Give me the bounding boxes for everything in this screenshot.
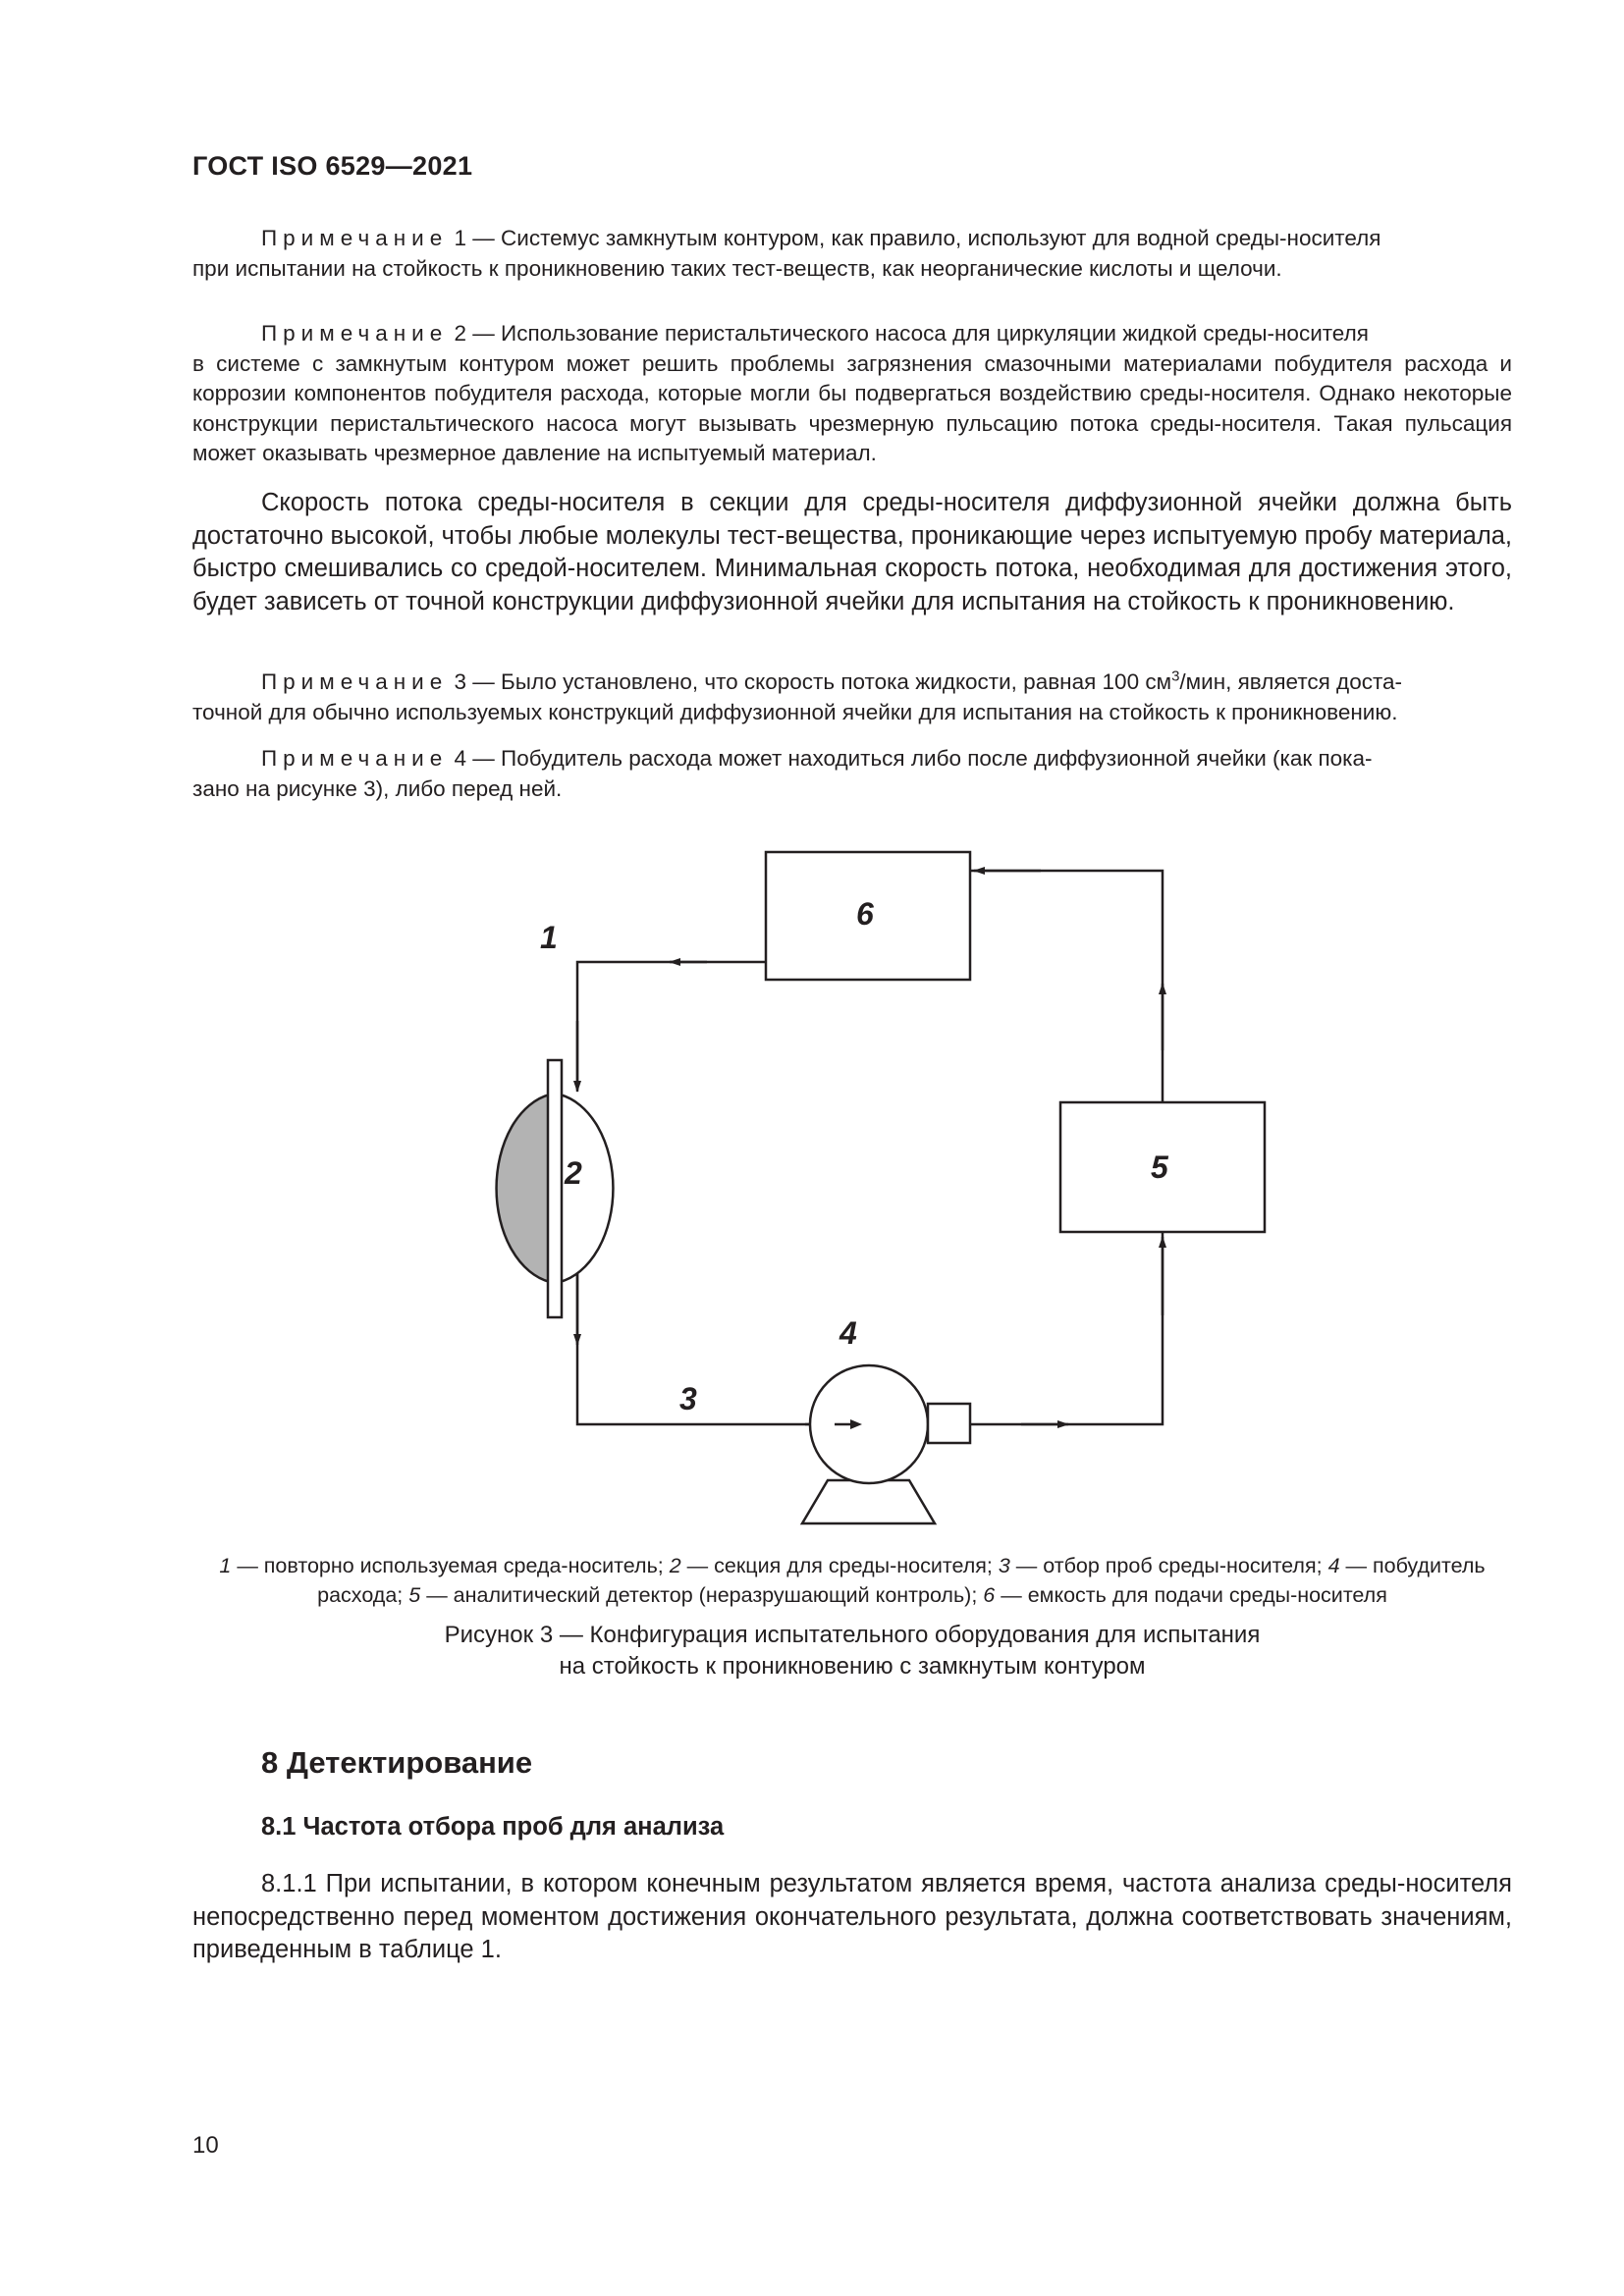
note-text-rest: в системе с замкнутым контуром может решить проблемы загрязнения смазочными материалами побудителя расхода и коррозии компонентов побудителя расхода, которые могли бы подвергаться воздействию среды-носителя. Однако некоторые конструкции перистальтического насоса могут вызывать чрезмерную пульсацию потока среды-носителя. Такая пульсация может оказывать чрезмерное давление на испытуемый материал. — [192, 350, 1512, 465]
note-label: Примечание — [261, 669, 449, 694]
legend-text: — аналитический детектор (неразрушающий контроль); — [420, 1583, 984, 1607]
line-cell-to-pump — [577, 1271, 844, 1424]
paragraph-flow-rate — [192, 487, 1512, 618]
pump-body — [810, 1365, 928, 1483]
legend-num: 3 — [998, 1554, 1010, 1577]
figure-caption — [192, 1620, 1512, 1682]
pump-outlet — [928, 1404, 970, 1443]
document-header: ГОСТ ISO 6529—2021 — [192, 151, 473, 181]
note-text-lead: — Было установлено, что скорость потока жидкости, равная 100 см — [466, 669, 1172, 694]
line-detector-to-reservoir — [970, 871, 1163, 1102]
label-2: 2 — [565, 1155, 582, 1191]
legend-text: — повторно используемая среда-носитель; — [231, 1554, 670, 1577]
note-2 — [192, 319, 1512, 469]
cell-half-shaded — [497, 1095, 550, 1282]
legend-num: 5 — [408, 1583, 421, 1607]
paragraph-8-1-1 — [192, 1868, 1512, 1967]
note-text-after-sup: /мин, является доста- — [1179, 669, 1403, 694]
diffusion-cell — [497, 1060, 614, 1317]
test-material-plate — [548, 1060, 562, 1317]
note-3 — [192, 667, 1512, 727]
note-text-lead: — Побудитель расхода может находиться либо после диффузионной ячейки (как пока- — [466, 746, 1373, 771]
note-text-lead: — Системус замкнутым контуром, как правило, используют для водной среды-носителя — [466, 226, 1381, 250]
line-reservoir-to-cell — [577, 962, 766, 1090]
note-label: Примечание — [261, 746, 449, 771]
pump-base — [802, 1480, 935, 1523]
line-pump-to-detector — [970, 1232, 1163, 1424]
legend-text: — побудитель расхода; — [317, 1554, 1486, 1607]
legend-text: — секция для среды-носителя; — [680, 1554, 999, 1577]
page-number: 10 — [192, 2132, 219, 2159]
note-4 — [192, 744, 1512, 804]
legend-num: 1 — [219, 1554, 232, 1577]
legend-num: 6 — [983, 1583, 996, 1607]
caption-line-2: на стойкость к проникновению с замкнутым контуром — [559, 1653, 1146, 1680]
note-number: 4 — [454, 746, 467, 771]
caption-line-1: Рисунок 3 — Конфигурация испытательного оборудования для испытания — [444, 1622, 1261, 1648]
pump — [802, 1365, 970, 1523]
note-text-lead: — Использование перистальтического насоса для циркуляции жидкой среды-носителя — [466, 321, 1369, 346]
legend-text: — отбор проб среды-носителя; — [1009, 1554, 1328, 1577]
section-heading: 8 Детектирование — [261, 1745, 533, 1780]
figure-legend — [192, 1551, 1512, 1610]
paragraph-text: Скорость потока среды-носителя в секции для среды-носителя диффузионной ячейки должна быть достаточно высокой, чтобы любые молекулы тест-вещества, проникающие через испытуемую пробу материала, быстро смешивались со средой-носителем. Минимальная скорость потока, необходимая для достижения этого, будет зависеть от точной конструкции диффузионной ячейки для испытания на стойкость к проникновению. — [192, 489, 1512, 615]
label-5: 5 — [1151, 1149, 1168, 1185]
legend-num: 2 — [669, 1554, 681, 1577]
note-text-rest: зано на рисунке 3), либо перед ней. — [192, 775, 563, 801]
label-4: 4 — [839, 1315, 857, 1351]
label-6: 6 — [856, 896, 874, 932]
legend-text: — емкость для подачи среды-носителя — [995, 1583, 1387, 1607]
superscript: 3 — [1171, 667, 1180, 685]
note-text-rest: точной для обычно используемых конструкций диффузионной ячейки для испытания на стойкость к проникновению. — [192, 699, 1398, 724]
note-number: 1 — [454, 226, 467, 250]
note-number: 2 — [454, 321, 467, 346]
note-1 — [192, 224, 1512, 284]
note-number: 3 — [454, 669, 467, 694]
note-text-rest: при испытании на стойкость к проникновению таких тест-веществ, как неорганические кислоты и щелочи. — [192, 255, 1282, 281]
note-label: Примечание — [261, 226, 449, 250]
legend-num: 4 — [1327, 1554, 1340, 1577]
subsection-heading: 8.1 Частота отбора проб для анализа — [261, 1813, 725, 1841]
closed-loop-diagram — [412, 825, 1296, 1531]
label-3: 3 — [679, 1381, 697, 1416]
label-1: 1 — [540, 920, 558, 955]
paragraph-text: 8.1.1 При испытании, в котором конечным результатом является время, частота анализа среды-носителя непосредственно перед моментом достижения окончательного результата, должна соответствовать значениям, приведенным в таблице 1. — [192, 1870, 1512, 1963]
note-label: Примечание — [261, 321, 449, 346]
